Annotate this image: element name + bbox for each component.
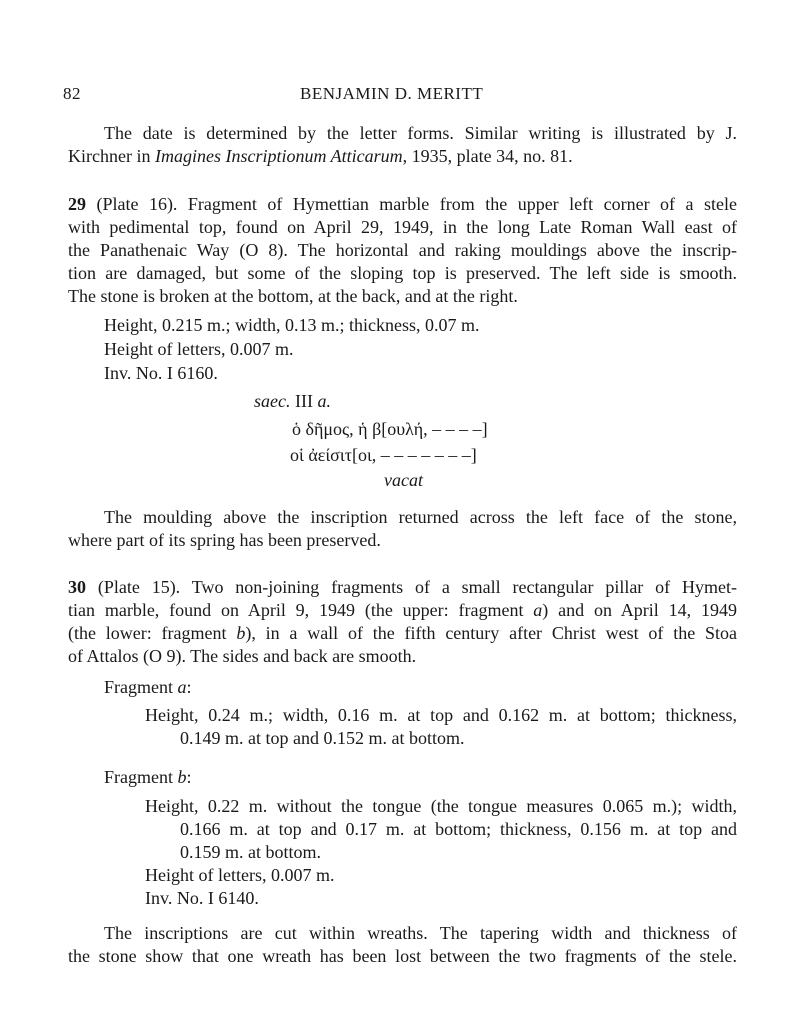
fragment-b-letter-height: Height of letters, 0.007 m. [145,865,335,885]
entry-30-line: of Attalos (O 9). The sides and back are smooth. [68,646,417,666]
entry-number: 29 [68,194,86,214]
entry-29-line: the Panathenaic Way (O 8). The horizontal and raking mouldings above the inscrip- [68,240,737,260]
running-title: BENJAMIN D. MERITT [300,84,484,103]
fragment-b-dimensions: 0.166 m. at top and 0.17 m. at bottom; thickness, 0.156 m. at top and [180,819,737,839]
fragment-a-dimensions: 0.149 m. at top and 0.152 m. at bottom. [180,728,465,748]
entry-29-dimensions: Height, 0.215 m.; width, 0.13 m.; thickness, 0.07 m. [104,315,480,335]
fragment-b-dimensions: 0.159 m. at bottom. [180,842,321,862]
fragment-a-dimensions: Height, 0.24 m.; width, 0.16 m. at top and 0.162 m. at bottom; thickness, [145,705,737,725]
entry-30-line: 30 (Plate 15). Two non-joining fragments of a small rectangular pillar of Hymet- [68,577,737,597]
fragment-b-inventory: Inv. No. I 6140. [145,888,259,908]
inscription-vacat: vacat [384,470,423,490]
entry-29-note: The moulding above the inscription returned across the left face of the stone, [104,507,737,527]
entry-29-note: where part of its spring has been preserved. [68,530,381,550]
inscription-line-2: οἱ ἀείσιτ[οι, – – – – – – –] [290,445,477,465]
entry-number: 30 [68,577,86,597]
entry-29-letter-height: Height of letters, 0.007 m. [104,339,294,359]
fragment-a-label: Fragment a: [104,677,192,697]
entry-29-line: tion are damaged, but some of the sloping top is preserved. The left side is smooth. [68,263,737,283]
entry-30-line: (the lower: fragment b), in a wall of the fifth century after Christ west of the Stoa [68,623,738,643]
inscription-date: saec. III a. [254,391,331,411]
entry-30-line: tian marble, found on April 9, 1949 (the upper: fragment a) and on April 14, 1949 [68,600,737,620]
inscription-line-1: ὁ δῆμος, ἡ β[ουλή, – – – –] [292,419,488,439]
fragment-b-dimensions: Height, 0.22 m. without the tongue (the tongue measures 0.065 m.); width, [145,796,737,816]
fragment-b-label: Fragment b: [104,767,192,787]
intro-line: The date is determined by the letter forms. Similar writing is illustrated by J. [104,123,737,143]
entry-29-line: The stone is broken at the bottom, at the back, and at the right. [68,286,518,306]
entry-29-inventory: Inv. No. I 6160. [104,363,218,383]
page-number: 82 [63,84,81,103]
entry-29-line: 29 (Plate 16). Fragment of Hymettian marble from the upper left corner of a stele [68,194,737,214]
entry-30-closing: the stone show that one wreath has been lost between the two fragments of the stele. [68,946,737,966]
intro-line: Kirchner in Imagines Inscriptionum Atticarum, 1935, plate 34, no. 81. [68,146,573,166]
book-title: Imagines Inscriptionum Atticarum [154,146,403,166]
entry-29-line: with pedimental top, found on April 29, 1949, in the long Late Roman Wall east of [68,217,737,237]
entry-30-closing: The inscriptions are cut within wreaths. The tapering width and thickness of [104,923,737,943]
